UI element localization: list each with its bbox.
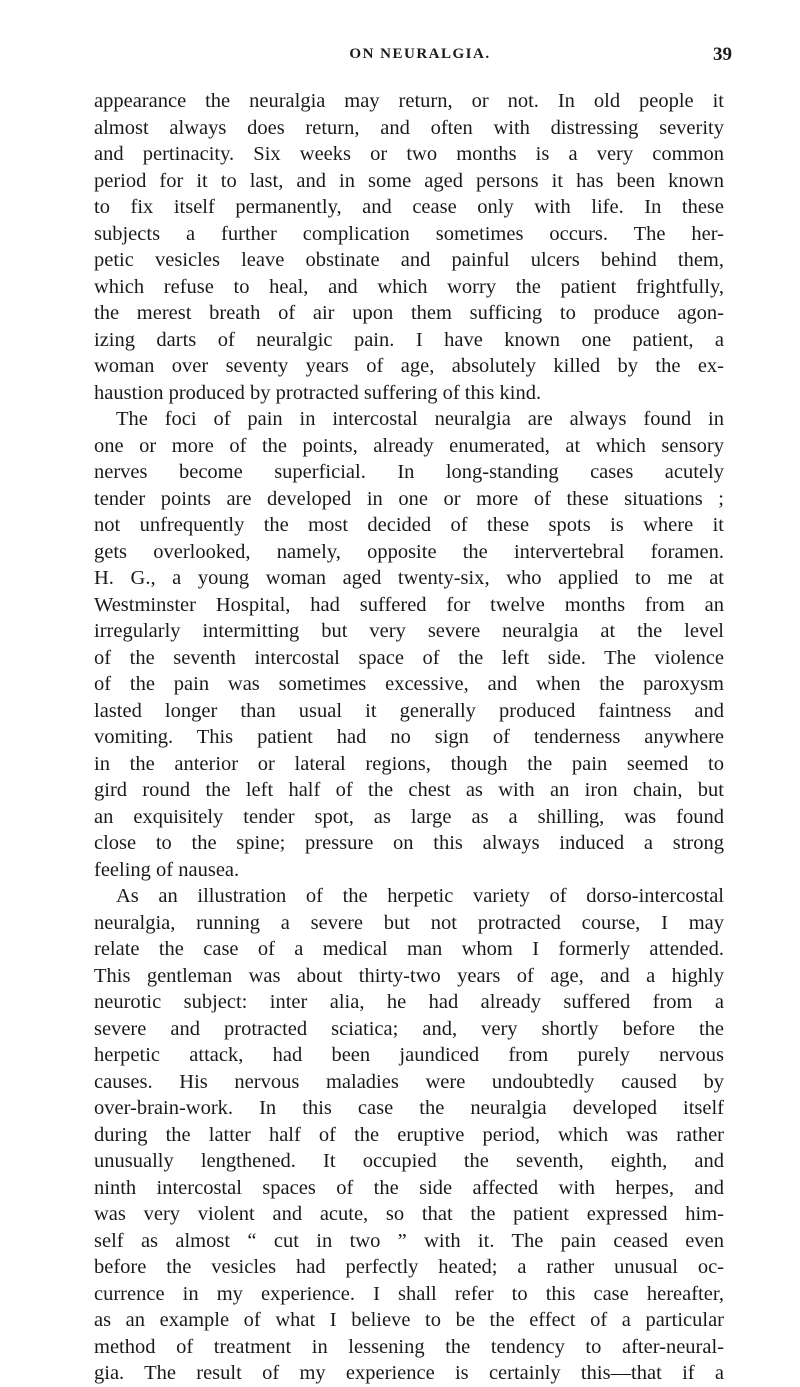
text-line: ninth intercostal spaces of the side affected with herpes, and bbox=[94, 1176, 724, 1199]
text-line: one or more of the points, already enumerated, at which sensory bbox=[94, 434, 724, 457]
text-line: lasted longer than usual it generally produced faintness and bbox=[94, 699, 724, 722]
body-text bbox=[94, 88, 724, 1387]
text-line: appearance the neuralgia may return, or not. In old people it bbox=[94, 90, 724, 112]
text-line: period for it to last, and in some aged persons it has been known bbox=[94, 169, 724, 192]
text-line: Westminster Hospital, had suffered for twelve months from an bbox=[94, 593, 724, 616]
text-line: gets overlooked, namely, opposite the intervertebral foramen. bbox=[94, 540, 724, 563]
text-line: of the pain was sometimes excessive, and when the paroxysm bbox=[94, 673, 724, 695]
text-line: before the vesicles had perfectly heated; a rather unusual oc- bbox=[94, 1256, 724, 1278]
text-line: tender points are developed in one or more of these situations ; bbox=[94, 487, 724, 510]
text-line: in the anterior or lateral regions, though the pain seemed to bbox=[94, 752, 724, 775]
text-line: to fix itself permanently, and cease only with life. In these bbox=[94, 196, 724, 218]
text-line: over-brain-work. In this case the neuralgia developed itself bbox=[94, 1097, 724, 1119]
text-line: nerves become superficial. In long-standing cases acutely bbox=[94, 461, 724, 483]
text-line: causes. His nervous maladies were undoubtedly caused by bbox=[94, 1070, 724, 1093]
text-line: close to the spine; pressure on this always induced a strong bbox=[94, 832, 724, 854]
text-line: which refuse to heal, and which worry the patient frightfully, bbox=[94, 275, 724, 298]
text-line: gia. The result of my experience is certainly this—that if a bbox=[94, 1362, 724, 1384]
text-line: haustion produced by protracted suffering of this kind. bbox=[94, 381, 542, 404]
text-line: during the latter half of the eruptive period, which was rather bbox=[94, 1123, 724, 1146]
text-line: neuralgia, running a severe but not protracted course, I may bbox=[94, 911, 724, 934]
text-line: izing darts of neuralgic pain. I have known one patient, a bbox=[94, 328, 724, 351]
text-line: feeling of nausea. bbox=[94, 858, 240, 881]
text-line: neurotic subject: inter alia, he had already suffered from a bbox=[94, 991, 724, 1013]
text-line: irregularly intermitting but very severe neuralgia at the level bbox=[94, 620, 724, 642]
text-line: H. G., a young woman aged twenty-six, who applied to me at bbox=[94, 567, 724, 589]
text-line: herpetic attack, had been jaundiced from purely nervous bbox=[94, 1044, 724, 1066]
text-line: subjects a further complication sometimes occurs. The her- bbox=[94, 222, 724, 245]
text-line: method of treatment in lessening the tendency to after-neural- bbox=[94, 1335, 724, 1358]
text-line: currence in my experience. I shall refer to this case hereafter, bbox=[94, 1282, 724, 1305]
text-line: relate the case of a medical man whom I formerly attended. bbox=[94, 938, 724, 960]
text-line: petic vesicles leave obstinate and painful ulcers behind them, bbox=[94, 249, 724, 271]
text-line: as an example of what I believe to be the effect of a particular bbox=[94, 1309, 724, 1331]
text-line: an exquisitely tender spot, as large as a shilling, was found bbox=[94, 805, 724, 828]
text-line: self as almost “ cut in two ” with it. The pain ceased even bbox=[94, 1229, 724, 1252]
text-line: unusually lengthened. It occupied the seventh, eighth, and bbox=[94, 1150, 724, 1172]
text-line: of the seventh intercostal space of the left side. The violence bbox=[94, 646, 724, 669]
text-line: almost always does return, and often with distressing severity bbox=[94, 116, 724, 139]
text-line: woman over seventy years of age, absolutely killed by the ex- bbox=[94, 355, 724, 377]
page-number: 39 bbox=[713, 44, 732, 65]
text-line: This gentleman was about thirty-two years of age, and a highly bbox=[94, 964, 724, 987]
page-header bbox=[108, 44, 732, 68]
text-line: As an illustration of the herpetic variety of dorso-intercostal bbox=[116, 885, 724, 907]
text-line: gird round the left half of the chest as with an iron chain, but bbox=[94, 779, 724, 801]
text-line: severe and protracted sciatica; and, very shortly before the bbox=[94, 1017, 724, 1040]
text-line: was very violent and acute, so that the patient expressed him- bbox=[94, 1203, 724, 1225]
text-line: The foci of pain in intercostal neuralgia are always found in bbox=[116, 408, 724, 430]
text-line: the merest breath of air upon them sufficing to produce agon- bbox=[94, 302, 724, 324]
text-line: not unfrequently the most decided of these spots is where it bbox=[94, 514, 724, 536]
text-line: vomiting. This patient had no sign of tenderness anywhere bbox=[94, 726, 724, 748]
running-title: ON NEURALGIA. bbox=[349, 46, 491, 62]
text-line: and pertinacity. Six weeks or two months is a very common bbox=[94, 143, 724, 165]
